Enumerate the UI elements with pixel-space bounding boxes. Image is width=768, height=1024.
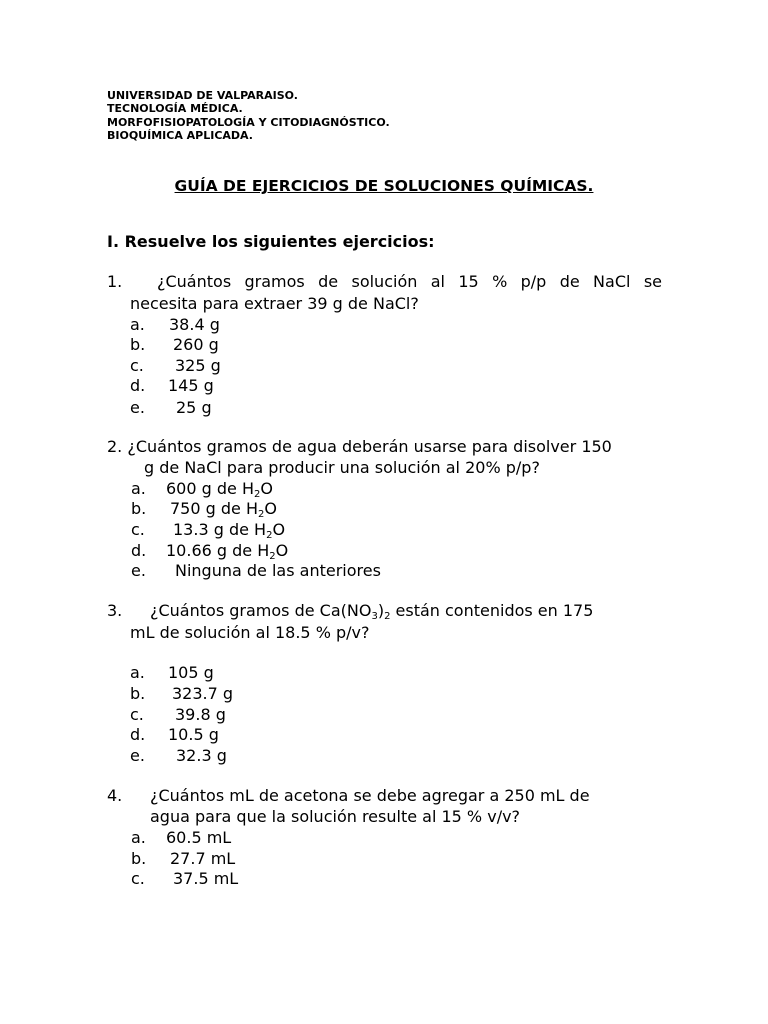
question-2-text-line1: 2. ¿Cuántos gramos de agua deberán usarse para disolver 150 [107, 437, 612, 456]
option-text: Ninguna de las anteriores [175, 561, 381, 580]
option-text: 145 g [168, 376, 214, 395]
option-text: 13.3 g de $H_2O$ [173, 520, 286, 541]
option-letter: c. [131, 520, 145, 539]
option-letter: a. [131, 828, 146, 847]
option-letter: e. [131, 561, 146, 580]
question-2-text-line2: g de NaCl para producir una solución al 20% p/p? [144, 458, 540, 477]
question-3-text-line1: ¿Cuántos gramos de $Ca(NO_3)_2$ están contenidos en 175 [150, 601, 594, 622]
header-course: MORFOFISIOPATOLOGÍA Y CITODIAGNÓSTICO. [107, 115, 390, 129]
option-text: 600 g de $H_2O$ [166, 479, 273, 500]
section-heading: I. Resuelve los siguientes ejercicios: [107, 232, 435, 251]
option-letter: e. [130, 746, 145, 765]
option-letter: c. [130, 705, 144, 724]
header-subject: BIOQUÍMICA APLICADA. [107, 128, 253, 142]
option-text: 37.5 mL [173, 869, 239, 888]
option-letter: d. [130, 376, 146, 395]
option-text: 38.4 g [169, 315, 220, 334]
question-1-number: 1. [107, 272, 123, 291]
option-text: 60.5 mL [166, 828, 232, 847]
question-1-text-line1: ¿Cuántos gramos de solución al 15 % p/p de NaCl se [157, 272, 662, 291]
option-text: 10.5 g [168, 725, 219, 744]
question-1-text-line2: necesita para extraer 39 g de NaCl? [130, 294, 419, 313]
option-letter: d. [130, 725, 146, 744]
option-letter: d. [131, 541, 147, 560]
option-text: 105 g [168, 663, 214, 682]
option-letter: b. [131, 499, 147, 518]
option-letter: b. [130, 335, 146, 354]
question-4-text-line1: ¿Cuántos mL de acetona se debe agregar a 250 mL de [150, 786, 590, 805]
option-text: 39.8 g [175, 705, 226, 724]
option-letter: c. [131, 869, 145, 888]
option-letter: a. [131, 479, 146, 498]
question-3-text-line2: mL de solución al 18.5 % p/v? [130, 623, 370, 642]
option-text: 10.66 g de $H_2O$ [166, 541, 289, 562]
option-text: 32.3 g [176, 746, 227, 765]
question-4-text-line2: agua para que la solución resulte al 15 % v/v? [150, 807, 521, 826]
header-university: UNIVERSIDAD DE VALPARAISO. [107, 89, 298, 102]
question-4-number: 4. [107, 786, 123, 805]
option-letter: e. [130, 398, 145, 417]
document-title: GUÍA DE EJERCICIOS DE SOLUCIONES QUÍMICAS. [174, 177, 594, 195]
option-letter: b. [130, 684, 146, 703]
option-text: 27.7 mL [170, 849, 236, 868]
option-text: 323.7 g [172, 684, 234, 703]
option-text: 750 g de $H_2O$ [170, 499, 277, 520]
option-text: 260 g [173, 335, 219, 354]
option-letter: c. [130, 356, 144, 375]
option-letter: b. [131, 849, 147, 868]
question-3-number: 3. [107, 601, 123, 620]
option-letter: a. [130, 315, 145, 334]
header-program: TECNOLOGÍA MÉDICA. [107, 102, 243, 116]
option-letter: a. [130, 663, 145, 682]
option-text: 325 g [175, 356, 221, 375]
option-text: 25 g [176, 398, 212, 417]
institution-header [107, 89, 390, 142]
